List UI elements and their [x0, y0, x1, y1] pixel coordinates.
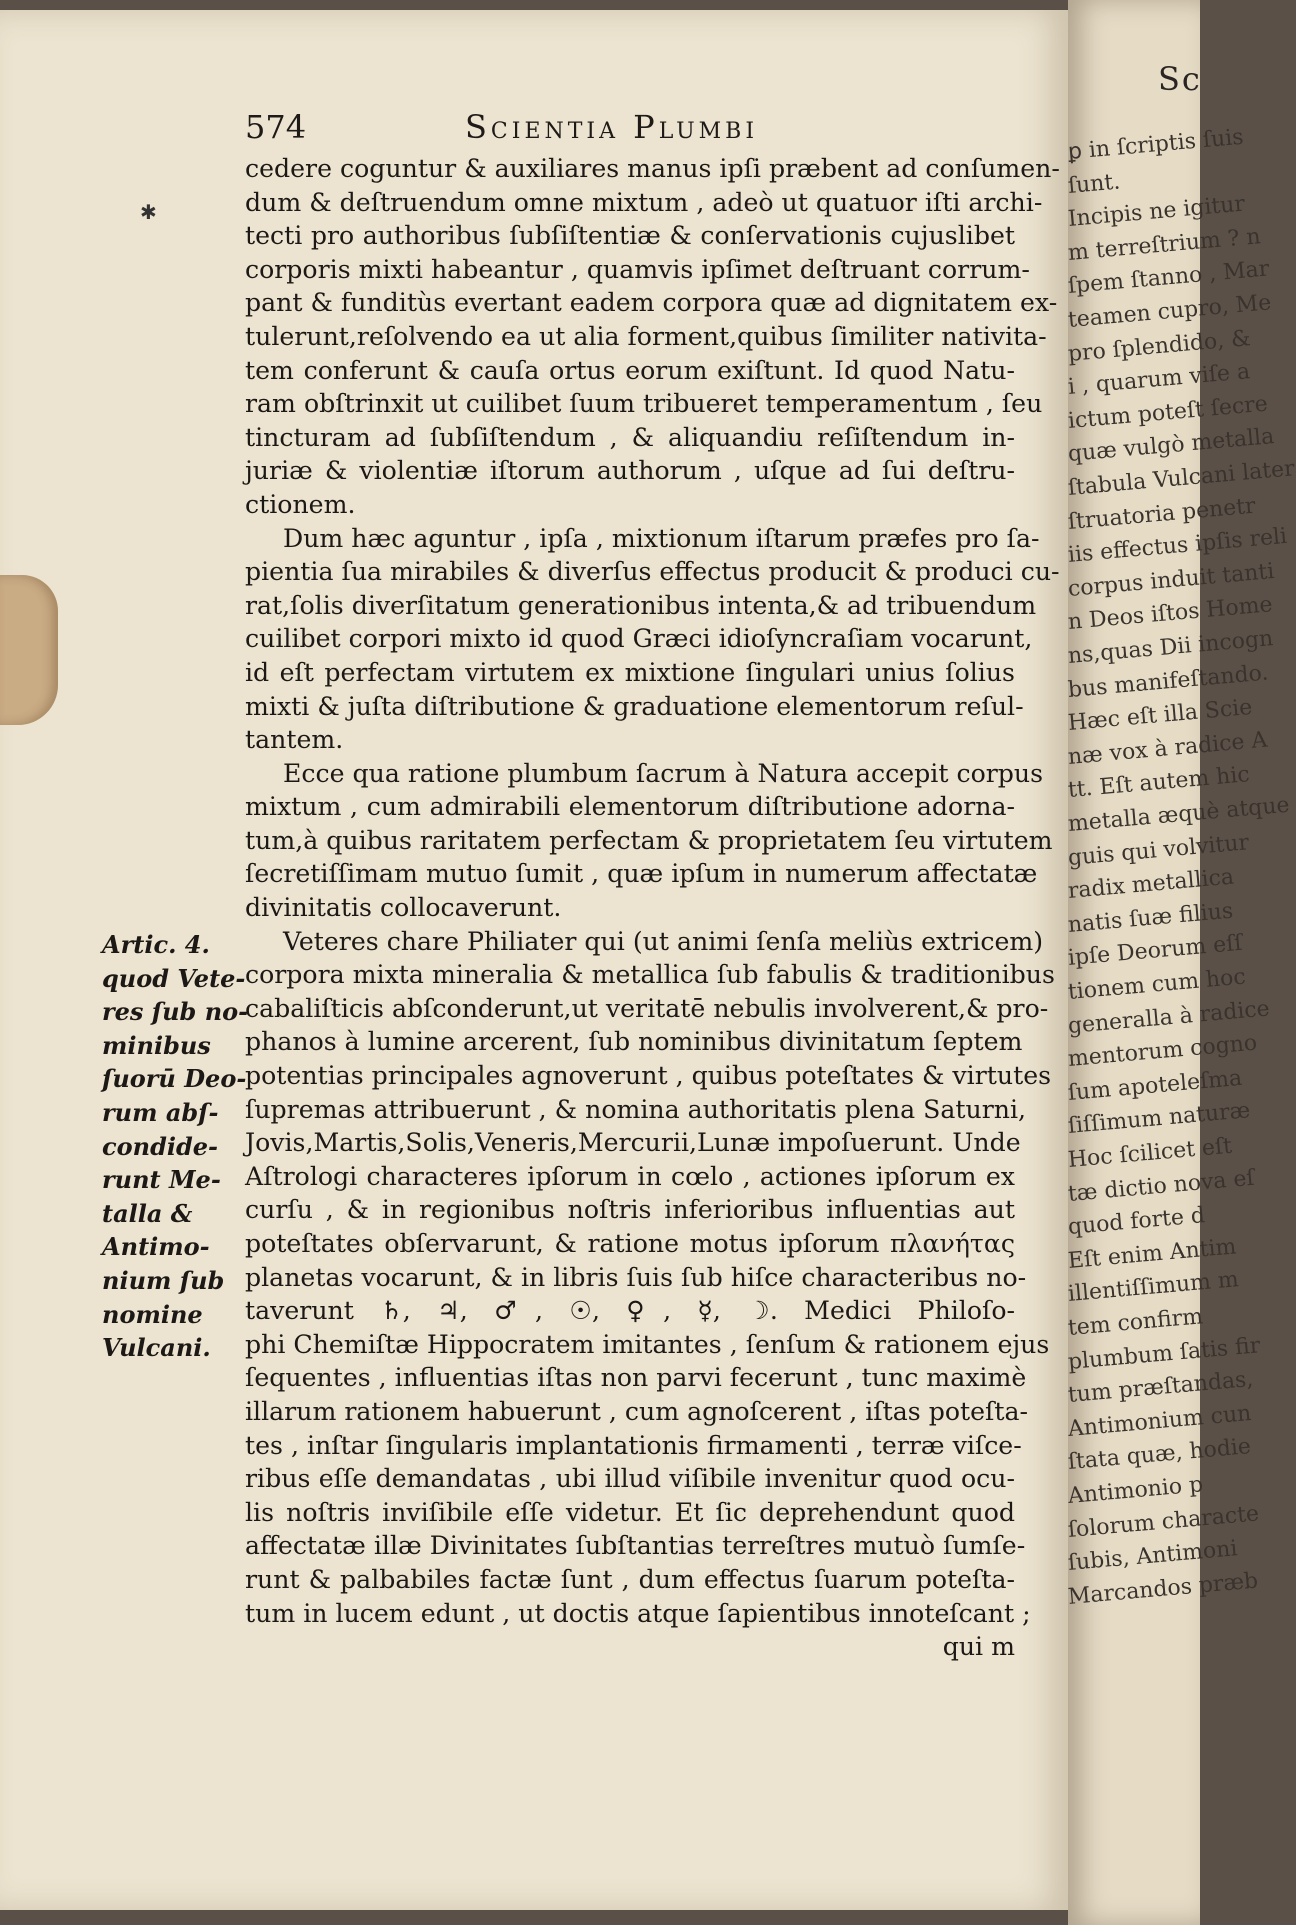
text-line: ſequentes , influentias iſtas non parvi fecerunt , tunc maximè — [245, 1363, 1027, 1393]
facing-line: m terreſtrium ? n — [1066, 223, 1262, 266]
facing-line: i , quarum viſe a — [1066, 359, 1252, 401]
facing-line: ſtabula Vulcani later — [1066, 456, 1296, 501]
text-line: Veteres chare Philiater qui (ut animi ſenſa meliùs extricem) — [283, 926, 1044, 956]
facing-line: generalla à radice — [1066, 996, 1271, 1039]
text-line: tes , inſtar ſingularis implantationis firmamenti , terræ viſce- — [245, 1430, 1022, 1460]
marginal-line: minibus — [102, 1030, 211, 1060]
text-line: corporis mixti habeantur , quamvis ipſimet deſtruant corrum- — [245, 254, 1030, 284]
facing-line: bus manifeſtando. — [1066, 660, 1270, 703]
facing-line: ſolorum characte — [1066, 1500, 1261, 1543]
facing-line: ſum apoteleſma — [1066, 1065, 1244, 1106]
facing-line: Antimonium cun — [1066, 1400, 1253, 1442]
facing-line: ſtruatoria penetr — [1066, 493, 1257, 535]
text-line: juriæ & violentiæ iſtorum authorum , uſque ad ſui deſtru- — [245, 456, 1015, 486]
text-line: tulerunt,reſolvendo ea ut alia forment,quibus ſimiliter nativita- — [245, 321, 1047, 351]
facing-line: corpus induit tanti — [1066, 558, 1276, 602]
text-line: tecti pro authoribus ſubſiſtentiæ & conſervationis cujuslibet — [245, 221, 1015, 251]
text-line: ſecretiſſimam mutuo ſumit , quæ ipſum in numerum affectatæ — [245, 859, 1038, 889]
marginal-note — [102, 928, 249, 1365]
facing-line: pro ſplendido, & — [1066, 325, 1252, 367]
marginal-line: Artic. 4. — [102, 930, 210, 959]
facing-line: tæ dictio nova eſ — [1066, 1165, 1256, 1207]
text-line: tincturam ad ſubſiſtendum , & aliquandiu reſiſtendum in- — [245, 422, 1015, 452]
facing-line: ictum poteſt ſecre — [1066, 391, 1269, 434]
text-line: tum in lucem edunt , ut doctis atque ſapientibus innoteſcant ; — [245, 1598, 1031, 1628]
text-line: cabaliſticis abſconderunt,ut veritatē nebulis involverent,& pro- — [245, 993, 1049, 1023]
text-line: tantem. — [245, 725, 344, 755]
page-number: 574 — [245, 108, 307, 146]
text-line: pientia ſua mirabiles & diverſus effectus producit & produci cu- — [245, 557, 1060, 587]
marginal-line: nomine — [102, 1299, 203, 1329]
facing-line: illentiſſimum m — [1066, 1267, 1240, 1308]
text-line: phanos à lumine arcerent, ſub nominibus divinitatum ſeptem — [245, 1027, 1023, 1057]
text-line: corpora mixta mineralia & metallica ſub fabulis & traditionibus — [245, 960, 1055, 990]
text-line: ribus eſſe demandatas , ubi illud viſibile invenitur quod ocu- — [245, 1464, 1015, 1494]
facing-line: næ vox à radice A — [1066, 727, 1269, 770]
facing-line: quæ vulgò metalla — [1066, 424, 1276, 468]
text-line: Ecce qua ratione plumbum ſacrum à Natura accepit corpus — [283, 758, 1044, 788]
facing-line: metalla æquè atque — [1066, 792, 1291, 837]
facing-head: Sc — [1158, 60, 1202, 98]
facing-line: tt. Eſt autem hic — [1066, 762, 1251, 804]
text-line: affectatæ illæ Divinitates ſubſtantias terreſtres mutuò ſumſe- — [245, 1531, 1026, 1561]
text-line: tum,à quibus raritatem perfectam & proprietatem ſeu virtutem — [245, 825, 1053, 855]
text-line: lis noſtris inviſibile eſſe videtur. Et ſic deprehendunt quod — [245, 1497, 1015, 1527]
text-line: Jovis,Martis,Solis,Veneris,Mercurii,Lunæ impoſuerunt. Unde — [245, 1128, 1021, 1158]
text-line: ſupremas attribuerunt , & nomina authoritatis plena Saturni, — [245, 1094, 1027, 1124]
text-line: ram obſtrinxit ut cuilibet ſuum tribueret temperamentum , ſeu — [245, 389, 1043, 419]
marginal-line: Antimo- — [102, 1232, 210, 1262]
marginal-line: ſuorū Deo- — [102, 1064, 247, 1094]
facing-line: ſpem ſtanno , Mar — [1066, 256, 1271, 300]
facing-line: iis effectus ipſis reli — [1066, 524, 1289, 569]
text-line: divinitatis collocaverunt. — [245, 893, 562, 923]
facing-line: Eſt enim Antim — [1066, 1234, 1238, 1274]
text-line: runt & palbabiles factæ ſunt , dum effectus ſuarum poteſta- — [245, 1564, 1015, 1594]
facing-line: quod forte d — [1066, 1203, 1206, 1241]
facing-line: n Deos iſtos Home — [1066, 592, 1274, 636]
marginal-line: condide- — [102, 1131, 218, 1161]
facing-line: ipſe Deorum eſſ — [1066, 931, 1244, 972]
text-line: tem conferunt & cauſa ortus eorum exiſtunt. Id quod Natu- — [245, 355, 1015, 385]
facing-line: ſunt. — [1066, 169, 1122, 199]
text-line: potentias principales agnoverunt , quibus poteſtates & virtutes — [245, 1061, 1052, 1091]
facing-line: Incipis ne igitur — [1066, 191, 1246, 233]
facing-line: teamen cupro, Me — [1066, 290, 1273, 333]
facing-line: tionem cum hoc — [1066, 964, 1247, 1005]
text-line: ctionem. — [245, 489, 356, 519]
facing-line: ꝑ in ſcriptis ſuis — [1066, 124, 1245, 165]
marginal-line: quod Vete- — [102, 963, 246, 993]
running-title: Scientia Plumbi — [465, 108, 759, 146]
text-line: pant & funditùs evertant eadem corpora quæ ad dignitatem ex- — [245, 288, 1058, 318]
marginal-line: runt Me- — [102, 1165, 221, 1195]
text-line: dum & deſtruendum omne mixtum , adeò ut quatuor iſti archi- — [245, 187, 1043, 217]
facing-line: ſtata quæ, hodie — [1066, 1434, 1252, 1476]
facing-line: ſubis, Antimoni — [1066, 1536, 1239, 1577]
text-line: cuilibet corpori mixto id quod Græci idioſyncraſiam vocarunt, — [245, 624, 1033, 654]
text-line: curſu , & in regionibus noſtris inferioribus influentias aut — [245, 1195, 1015, 1225]
facing-line: plumbum ſatis fir — [1066, 1332, 1262, 1375]
text-line: Aſtrologi characteres ipſorum in cœlo , actiones ipſorum ex — [245, 1161, 1015, 1191]
text-line: mixtum , cum admirabili elementorum diſtributione adorna- — [245, 792, 1015, 822]
text-line: mixti & juſta diſtributione & graduatione elementorum reſul- — [245, 691, 1024, 721]
facing-line: Marcandos præb — [1066, 1568, 1260, 1610]
text-line: poteſtates obſervarunt, & ratione motus ipſorum πλανήτας — [245, 1229, 1015, 1258]
facing-line: ns,quas Dii incogn — [1066, 626, 1275, 669]
facing-line: radix metallica — [1066, 864, 1236, 905]
margin-mark: ✱ — [140, 200, 157, 224]
text-line: id eſt perfectam virtutem ex mixtione ſingulari unius ſolius — [245, 657, 1015, 687]
facing-line: guis qui volvitur — [1066, 829, 1250, 871]
text-line: phi Chemiſtæ Hippocratem imitantes , ſenſum & rationem ejus — [245, 1329, 1050, 1359]
marginal-line: Vulcani. — [102, 1333, 211, 1363]
marginal-line: talla & — [102, 1198, 193, 1228]
facing-line: Hæc eſt illa Scie — [1066, 695, 1254, 737]
text-line: illarum rationem habuerunt , cum agnoſcerent , iſtas poteſta- — [245, 1396, 1028, 1426]
facing-line: Antimonio p — [1066, 1472, 1205, 1509]
facing-line: Hoc ſcilicet eſt — [1066, 1133, 1233, 1173]
main-text — [245, 152, 1060, 1664]
text-line: planetas vocarunt, & in libris ſuis ſub hiſce characteribus no- — [245, 1262, 1027, 1292]
marginal-line: nium ſub — [102, 1265, 225, 1295]
marginal-line: rum abſ- — [102, 1097, 219, 1127]
facing-line: tum præſtandas, — [1066, 1367, 1255, 1409]
facing-line: natis ſuæ filius — [1066, 898, 1235, 938]
facing-line: ſiſſimum naturæ — [1066, 1098, 1252, 1140]
facing-line: mentorum cogno — [1066, 1030, 1259, 1073]
thumb-image — [0, 575, 58, 725]
text-line: rat,ſolis diverſitatum generationibus intenta,& ad tribuendum — [245, 590, 1037, 620]
marginal-line: res ſub no- — [102, 997, 249, 1027]
catchword: qui m — [942, 1632, 1015, 1662]
running-head — [245, 108, 1025, 148]
text-line: Dum hæc aguntur , ipſa , mixtionum iſtarum præfes pro ſa- — [283, 523, 1040, 553]
facing-page — [1066, 0, 1296, 1925]
text-line: taverunt ♄, ♃, ♂, ☉, ♀, ☿, ☽. Medici Philoſo- — [245, 1296, 1015, 1326]
facing-line: tem confirm — [1066, 1304, 1205, 1341]
text-line: cedere coguntur & auxiliares manus ipſi præbent ad conſumen- — [245, 154, 1060, 183]
